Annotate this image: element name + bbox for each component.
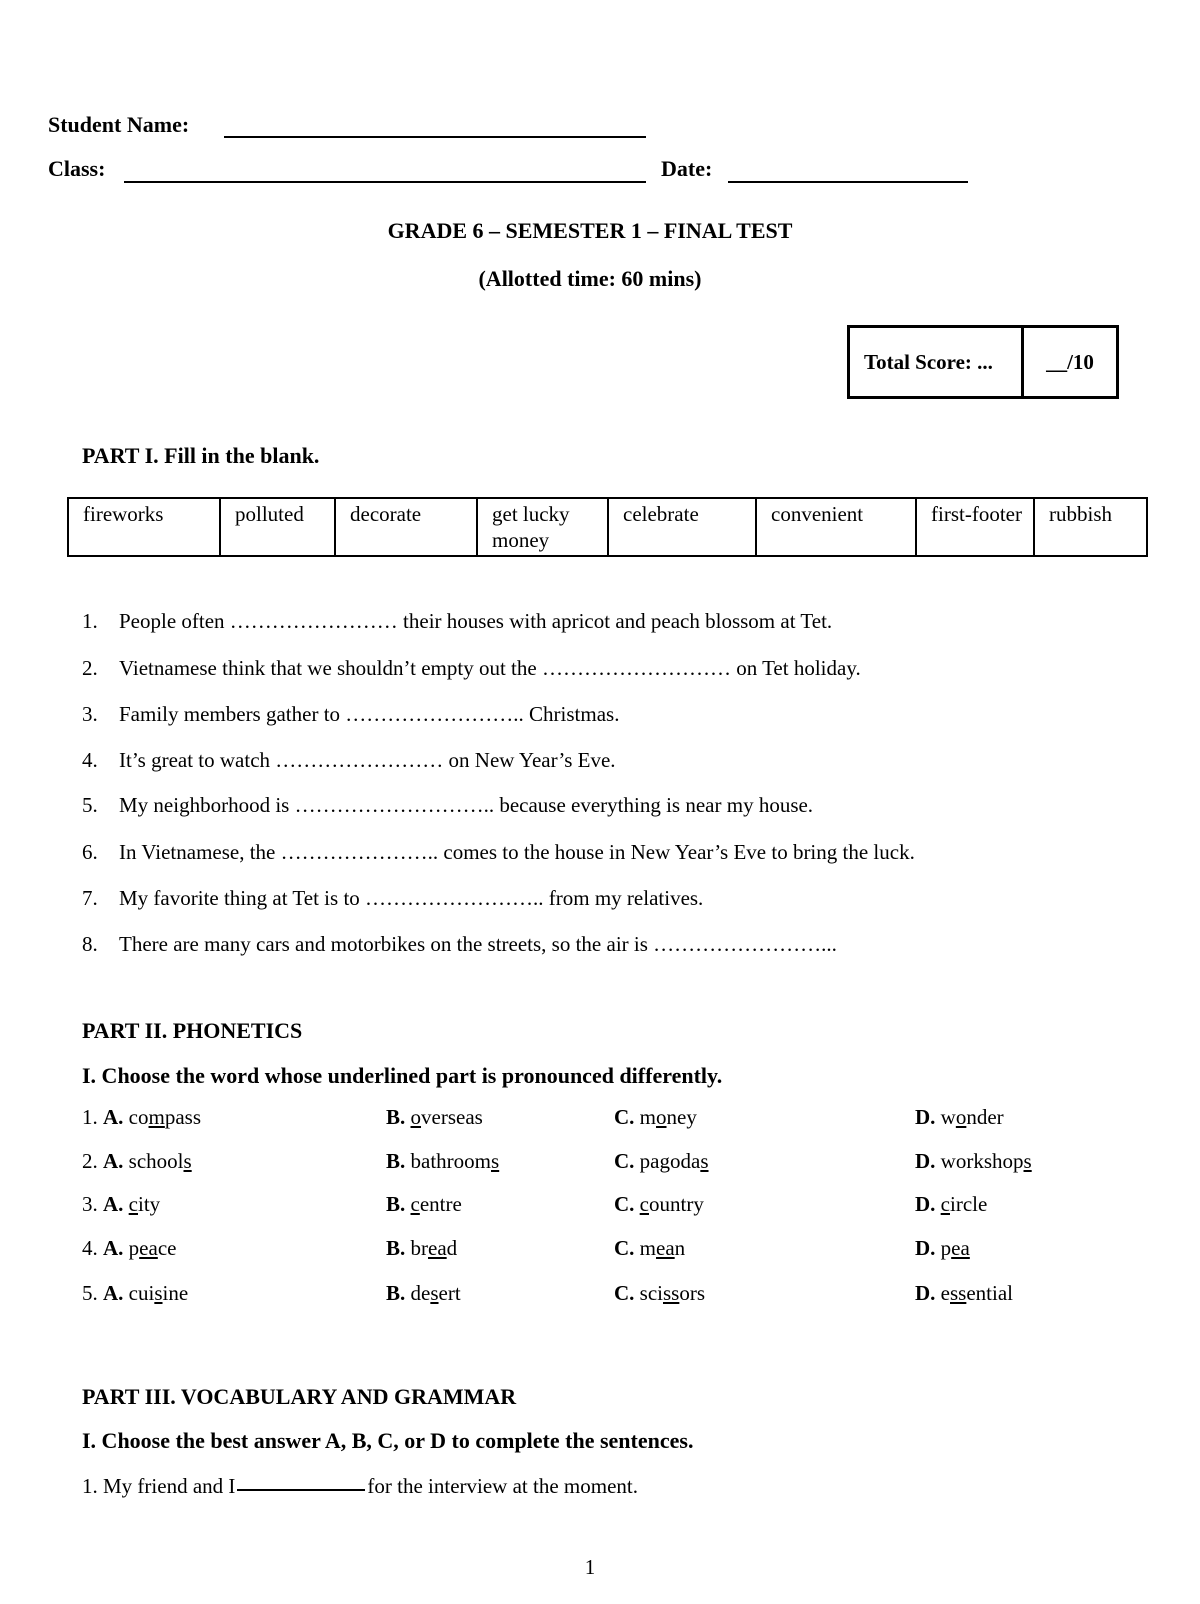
word-part: bathroom — [410, 1149, 491, 1173]
option-word — [941, 1105, 1004, 1129]
word-part: de — [410, 1281, 431, 1305]
option-word — [129, 1192, 161, 1216]
word-part: pagoda — [639, 1149, 701, 1173]
option-word — [640, 1149, 709, 1173]
underlined-part: o — [410, 1105, 422, 1129]
word-bank-cell: get lucky money — [477, 498, 608, 556]
option-letter: A. — [103, 1105, 124, 1129]
option-word — [129, 1281, 189, 1305]
question-text: Vietnamese think that we shouldn’t empty out the ……………………… on Tet holiday. — [119, 656, 861, 680]
phonetic-option[interactable] — [915, 1149, 1032, 1174]
phonetic-option[interactable] — [915, 1192, 987, 1217]
question-number: 1. — [82, 609, 98, 633]
phonetic-option[interactable] — [614, 1236, 685, 1261]
fill-question — [82, 886, 703, 911]
option-word — [941, 1192, 988, 1216]
phonetic-option[interactable] — [82, 1281, 188, 1306]
option-word — [411, 1149, 500, 1173]
question-number: 5. — [82, 793, 98, 817]
page-title: GRADE 6 – SEMESTER 1 – FINAL TEST — [387, 218, 793, 243]
option-letter: A. — [103, 1281, 124, 1305]
underlined-part: m — [148, 1105, 165, 1129]
word-part: entre — [419, 1192, 462, 1216]
page-number: 1 — [584, 1555, 596, 1579]
option-letter: D. — [915, 1149, 936, 1173]
option-word — [640, 1281, 705, 1305]
phonetic-option[interactable] — [82, 1105, 201, 1130]
fill-question — [82, 748, 616, 773]
word-part: school — [128, 1149, 184, 1173]
question-number: 8. — [82, 932, 98, 956]
question-number: 3. — [82, 1192, 98, 1216]
word-part: m — [639, 1105, 657, 1129]
option-letter: D. — [915, 1105, 936, 1129]
grammar-question — [82, 1474, 638, 1499]
phonetic-option[interactable] — [386, 1281, 461, 1306]
word-part: ney — [666, 1105, 697, 1129]
fill-question — [82, 702, 619, 727]
underlined-part: s — [491, 1149, 500, 1173]
question-number: 4. — [82, 748, 98, 772]
underlined-part: c — [639, 1192, 649, 1216]
part2-instruction: I. Choose the word whose underlined part is pronounced differently. — [82, 1063, 723, 1088]
option-word — [411, 1192, 462, 1216]
word-part: p — [940, 1236, 952, 1260]
option-letter: D. — [915, 1281, 936, 1305]
option-letter: B. — [386, 1192, 406, 1216]
total-score-box — [847, 325, 1119, 399]
word-part: verseas — [421, 1105, 483, 1129]
option-word — [411, 1236, 458, 1260]
question-number: 2. — [82, 1149, 98, 1173]
class-label: Class: — [48, 156, 106, 181]
underlined-part: ss — [663, 1281, 680, 1305]
option-letter: C. — [614, 1236, 635, 1260]
question-text: In Vietnamese, the ………………….. comes to the house in New Year’s Eve to bring the luck. — [119, 840, 915, 864]
word-part: ircle — [950, 1192, 988, 1216]
word-bank-cell: fireworks — [68, 498, 220, 556]
option-word — [129, 1149, 192, 1173]
word-bank-cell: rubbish — [1034, 498, 1147, 556]
part1-heading-text: Fill in the blank. — [164, 443, 320, 468]
underlined-part: ea — [951, 1236, 970, 1260]
grammar-question-start: 1. My friend and I — [82, 1474, 236, 1498]
option-letter: A. — [103, 1149, 124, 1173]
word-part: p — [128, 1236, 140, 1260]
question-text: Family members gather to …………………….. Christmas. — [119, 702, 620, 726]
underlined-part: ss — [950, 1281, 967, 1305]
fill-question — [82, 609, 832, 634]
underlined-part: ea — [139, 1236, 158, 1260]
option-letter: C. — [614, 1149, 635, 1173]
word-part: ity — [138, 1192, 161, 1216]
question-number: 7. — [82, 886, 98, 910]
word-part: ert — [438, 1281, 461, 1305]
question-number: 1. — [82, 1105, 98, 1129]
option-word — [941, 1281, 1013, 1305]
option-word — [129, 1105, 201, 1129]
underlined-part: s — [430, 1281, 439, 1305]
word-part: co — [128, 1105, 149, 1129]
question-number: 6. — [82, 840, 98, 864]
phonetic-option[interactable] — [386, 1192, 462, 1217]
fill-question — [82, 932, 837, 957]
phonetic-option[interactable] — [915, 1105, 1004, 1130]
word-part: ce — [157, 1236, 177, 1260]
fill-question — [82, 840, 915, 865]
underlined-part: s — [154, 1281, 163, 1305]
word-part: m — [639, 1236, 657, 1260]
phonetic-option[interactable] — [82, 1192, 160, 1217]
option-word — [941, 1149, 1032, 1173]
underlined-part: o — [656, 1105, 667, 1129]
phonetic-option[interactable] — [614, 1105, 697, 1130]
option-letter: A. — [103, 1236, 124, 1260]
fill-question — [82, 656, 861, 681]
word-part: ors — [679, 1281, 706, 1305]
part1-heading — [82, 443, 319, 469]
student-name-field[interactable] — [224, 136, 646, 138]
underlined-part: c — [128, 1192, 138, 1216]
total-score-value: __/10 — [1046, 349, 1094, 374]
question-number: 5. — [82, 1281, 98, 1305]
total-score-label: Total Score: ... — [850, 328, 1024, 396]
option-letter: B. — [386, 1149, 406, 1173]
phonetic-option[interactable] — [614, 1192, 704, 1217]
word-bank-cell: celebrate — [608, 498, 756, 556]
option-word — [640, 1236, 686, 1260]
date-label: Date: — [661, 156, 713, 181]
word-part: ine — [162, 1281, 189, 1305]
word-bank-cell: first-footer — [916, 498, 1034, 556]
word-part: ountry — [649, 1192, 704, 1216]
question-text: My neighborhood is ……………………….. because everything is near my house. — [119, 793, 814, 817]
word-bank-cell: decorate — [335, 498, 477, 556]
underlined-part: ea — [656, 1236, 675, 1260]
word-part: d — [446, 1236, 458, 1260]
underlined-part: s — [1023, 1149, 1032, 1173]
underlined-part: c — [940, 1192, 950, 1216]
option-word — [129, 1236, 177, 1260]
option-letter: C. — [614, 1192, 635, 1216]
word-part: w — [940, 1105, 956, 1129]
option-word — [941, 1236, 970, 1260]
word-part: workshop — [940, 1149, 1024, 1173]
phonetic-option[interactable] — [386, 1236, 457, 1261]
fill-question — [82, 793, 813, 818]
question-number: 2. — [82, 656, 98, 680]
word-part: nder — [966, 1105, 1004, 1129]
question-number: 3. — [82, 702, 98, 726]
option-word — [411, 1281, 461, 1305]
word-bank-table — [67, 497, 1148, 557]
question-text: There are many cars and motorbikes on the streets, so the air is ……………………... — [119, 932, 837, 956]
phonetic-option[interactable] — [614, 1149, 709, 1174]
option-word — [411, 1105, 483, 1129]
word-part: ential — [966, 1281, 1014, 1305]
answer-blank[interactable] — [237, 1489, 365, 1491]
option-letter: C. — [614, 1105, 635, 1129]
option-word — [640, 1192, 704, 1216]
option-letter: B. — [386, 1236, 406, 1260]
underlined-part: c — [410, 1192, 420, 1216]
class-field[interactable] — [124, 181, 646, 183]
date-field[interactable] — [728, 181, 968, 183]
word-part: cui — [128, 1281, 155, 1305]
word-part: sci — [639, 1281, 663, 1305]
underlined-part: ea — [428, 1236, 447, 1260]
word-part: br — [410, 1236, 429, 1260]
phonetic-option[interactable] — [82, 1149, 192, 1174]
word-bank-cell: polluted — [220, 498, 335, 556]
phonetic-option[interactable] — [915, 1281, 1013, 1306]
word-part: e — [940, 1281, 950, 1305]
part1-heading-label: PART I. — [82, 443, 159, 468]
word-part: n — [674, 1236, 686, 1260]
phonetic-option[interactable] — [386, 1149, 499, 1174]
phonetic-option[interactable] — [82, 1236, 176, 1261]
option-letter: D. — [915, 1236, 936, 1260]
grammar-question-end: for the interview at the moment. — [367, 1474, 638, 1498]
question-text: My favorite thing at Tet is to …………………….. from my relatives. — [119, 886, 704, 910]
underlined-part: s — [183, 1149, 192, 1173]
question-text: It’s great to watch …………………… on New Year’s Eve. — [119, 748, 616, 772]
option-letter: B. — [386, 1105, 406, 1129]
part2-heading: PART II. PHONETICS — [82, 1018, 303, 1043]
option-letter: D. — [915, 1192, 936, 1216]
student-name-label: Student Name: — [48, 112, 190, 137]
option-letter: C. — [614, 1281, 635, 1305]
word-part: pass — [164, 1105, 202, 1129]
option-letter: B. — [386, 1281, 406, 1305]
phonetic-option[interactable] — [915, 1236, 970, 1261]
phonetic-option[interactable] — [614, 1281, 705, 1306]
question-number: 4. — [82, 1236, 98, 1260]
word-bank-cell: convenient — [756, 498, 916, 556]
allotted-time: (Allotted time: 60 mins) — [478, 266, 702, 291]
question-text: People often …………………… their houses with apricot and peach blossom at Tet. — [119, 609, 833, 633]
part3-instruction: I. Choose the best answer A, B, C, or D to complete the sentences. — [82, 1428, 694, 1453]
option-word — [640, 1105, 697, 1129]
part3-heading: PART III. VOCABULARY AND GRAMMAR — [82, 1384, 517, 1409]
phonetic-option[interactable] — [386, 1105, 483, 1130]
underlined-part: s — [700, 1149, 709, 1173]
option-letter: A. — [103, 1192, 124, 1216]
underlined-part: o — [955, 1105, 967, 1129]
